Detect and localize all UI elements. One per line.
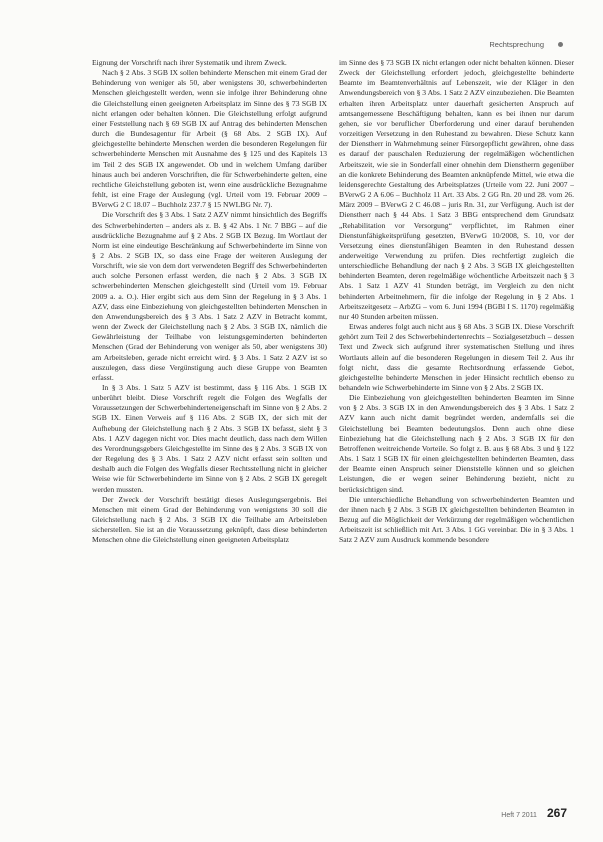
paragraph: Die Einbeziehung von gleichgestellten behinderten Beamten im Sinne von § 2 Abs. 3 SGB IX in den Anwendungsbereich des § 3 Abs. 1 Satz 2 AZV kann auch nicht damit begründet werden, andernfalls sei die Gleichstellung bei Beamten bedeutungslos. Denn auch ohne diese Einbeziehung hat die Gleichstellung nach § 2 Abs. 3 SGB IX für den Betroffenen weitreichende Vorteile. So folgt z. B. aus § 68 Abs. 3 und § 122 Abs. 1 Satz 1 SGB IX für einen gleichgestellten behinderten Beamten, dass der Beamte einen Anspruch seiner Dienststelle können und so gleichen Leistungen, die er wegen seiner Behinderung bezieht, nicht zu berücksichtigen sind.: [339, 393, 574, 494]
paragraph: im Sinne des § 73 SGB IX nicht erlangen oder nicht behalten können. Dieser Zweck der Gleichstellung erfordert jedoch, gleichgestellte behinderte Beamte im Beamtenverhältnis auf Lebenszeit, wie der Kläger in den Anwendungsbereich von § 3 Abs. 1 Satz 2 AZV einzubeziehen. Die Beamten erhalten ihren Arbeitsplatz unter dauerhaft gesicherten Anspruch auf amtsangemessene Beschäftigung behalten, kann es bei ihnen nur darum gehen, sie vor beruflicher Überforderung und einer darauf beruhenden vorzeitigen Versetzung in den Ruhestand zu bewahren. Diese Schutz kann der Dienstherr in Wahrnehmung seiner Fürsorgepflicht gewähren, ohne dass es darauf der pauschalen Reduzierung der regelmäßigen wöchentlichen Arbeitszeit, wie sie in Sonderfall einer ohnehin dem Dienstherrn gegenüber an die konkrete Behinderung des Beamten anknüpfende Mittel, wie etwa die leidensgerechte Gestaltung des Arbeitsplatzes (Urteile vom 22. Juni 2007 – BVerwG 2 A 6.06 – Buchholz 11 Art. 33 Abs. 2 GG Rn. 20 und 28. vom 26. März 2009 – BVerwG 2 C 46.08 – juris Rn. 31, zur Verfügung. Auch ist der Dienstherr nach § 44 Abs. 1 Satz 3 BBG entsprechend dem Grundsatz „Rehabilitation vor Versorgung“ verpflichtet, im Rahmen einer Dienstunfähigkeitsprüfung gesetzten, BVerwG 10/2008, S. 10, vor der Versetzung eines dienstunfähigen Beamten in den Ruhestand dessen anderweitige Verwendung zu prüfen. Dies rechtfertigt zugleich die unterschiedliche Behandlung der nach § 2 Abs. 3 SGB IX gleichgestellten behinderten Beamten, deren regelmäßige wöchentliche Arbeitszeit nach § 3 Abs. 1 Satz 1 AZV 41 Stunden beträgt, im Vergleich zu den nicht behinderten Arbeitnehmern, für die infolge der Regelung in § 2 Abs. 1 Arbeitszeitgesetz – ArbZG – vom 6. Juni 1994 (BGBl I S. 1170) regelmäßig nur 40 Stunden arbeiten müssen.: [339, 58, 574, 321]
bullet-icon: [558, 42, 563, 47]
paragraph: Etwas anderes folgt auch nicht aus § 68 Abs. 3 SGB IX. Diese Vorschrift gehört zum Teil 2 des Schwerbehindertenrechts – Sozialgesetzbuch – dessen Text und Zweck sich aufgrund ihrer systematischen Stellung und ihres Wortlauts allein auf die besonderen Regelungen in diesem Teil 2. Aus ihr folgt nicht, dass die gesamte Rechtsordnung erfassende Gebot, gleichgestellte behinderte Menschen in jeder Hinsicht rechtlich ebenso zu behandeln wie Schwerbehinderte im Sinne von § 2 Abs. 2 SGB IX.: [339, 322, 574, 392]
paragraph: Der Zweck der Vorschrift bestätigt dieses Auslegungsergebnis. Bei Menschen mit einem Grad der Behinderung von wenigstens 30 soll die Gleichstellung nach § 2 Abs. 3 SGB IX die Teilhabe am Arbeitsleben sicherstellen. Sie ist an die Voraussetzung geknüpft, dass diese behinderten Menschen ohne die Gleichstellung einen geeigneten Arbeitsplatz: [92, 494, 327, 545]
text-columns: [92, 58, 574, 804]
issue-label: Heft 7 2011: [501, 812, 537, 819]
page-number: 267: [546, 806, 567, 820]
left-column: [92, 58, 327, 804]
page-footer: [501, 806, 567, 820]
section-title: Rechtsprechung: [489, 40, 544, 49]
paragraph: Nach § 2 Abs. 3 SGB IX sollen behinderte Menschen mit einem Grad der Behinderung von weniger als 50, aber wenigstens 30, schwerbehinderten Menschen gleichgestellt werden, wenn sie infolge ihrer Behinderung ohne die Gleichstellung einen geeigneten Arbeitsplatz im Sinne des § 73 SGB IX nicht erlangen oder behalten können. Die Gleichstellung erfolgt aufgrund einer Feststellung nach § 69 SGB IX auf Antrag des behinderten Menschen durch die Bundesagentur für Arbeit (§ 68 Abs. 2 SGB IX). Auf gleichgestellte behinderte Menschen werden die besonderen Regelungen für schwerbehinderte Menschen mit Ausnahme des § 125 und des Kapitels 13 im Teil 2 des SGB IX angewendet. Ob und in welchem Umfang darüber hinaus auch bei anderen Vorschriften, die für Schwerbehinderte gelten, eine rechtliche Gleichstellung geboten ist, wenn eine ausdrückliche Bezugnahme fehlt, ist eine Frage der Auslegung (vgl. Urteil vom 19. Februar 2009 – BVerwG 2 C 18.07 – Buchholz 237.7 § 15 NWLBG Nr. 7).: [92, 68, 327, 210]
paragraph: Die unterschiedliche Behandlung von schwerbehinderten Beamten und der ihnen nach § 2 Abs. 3 SGB IX gleichgestellten behinderten Beamten in Bezug auf die Möglichkeit der Verkürzung der regelmäßigen wöchentlichen Arbeitszeit ist schließlich mit Art. 3 Abs. 1 GG vereinbar. Die in § 3 Abs. 1 Satz 2 AZV zum Ausdruck kommende besondere: [339, 494, 574, 545]
paragraph: Eignung der Vorschrift nach ihrer Systematik und ihrem Zweck.: [92, 58, 287, 67]
right-column: [339, 58, 574, 804]
paragraph: Die Vorschrift des § 3 Abs. 1 Satz 2 AZV nimmt hinsichtlich des Begriffs des Schwerbehinderten – anders als z. B. § 42 Abs. 1 Nr. 7 BBG – auf die ausdrückliche Bezugnahme auf § 2 Abs. 2 SGB IX Bezug. Im Wortlaut der Norm ist eine eindeutige Beschränkung auf Schwerbehinderte im Sinne von § 2 Abs. 2 SGB IX, so dass eine Frage der weiteren Auslegung der Vorschrift, wie sie von dem dort verwendeten Begriff des Schwerbehinderten auch solche Personen erfasst werden, die nach § 2 Abs. 3 SGB IX schwerbehinderten Menschen gleichgestellt sind (Urteil vom 19. Februar 2009 a. a. O.). Hier ergibt sich aus dem Sinn der Regelung in § 3 Abs. 1 AZV, dass eine Einbeziehung von gleichgestellten behinderten Menschen in den Anwendungsbereich des § 3 Abs. 1 Satz 2 AZV in Betracht kommt, wenn der Zweck der Gleichstellung nach § 2 Abs. 3 SGB IX, nämlich die Gewährleistung der Teilhabe von leistungsgeminderten behinderten Menschen (Grad der Behinderung von weniger als 50, aber wenigstens 30) am Arbeitsleben, gerade nicht erreicht wird. § 3 Abs. 1 Satz 2 AZV ist so auszulegen, dass diese Vergünstigung auch diese Gruppe von Beamten erfasst.: [92, 210, 327, 382]
paragraph: In § 3 Abs. 1 Satz 5 AZV ist bestimmt, dass § 116 Abs. 1 SGB IX unberührt bleibt. Diese Vorschrift regelt die Folgen des Wegfalls der Voraussetzungen der Schwerbehinderteneigenschaft im Sinne von § 2 Abs. 2 SGB IX. Einen Verweis auf § 116 Abs. 2 SGB IX, der sich mit der Aufhebung der Gleichstellung nach § 2 Abs. 3 SGB IX befasst, sieht § 3 Abs. 1 AZV dagegen nicht vor. Dies macht deutlich, dass nach dem Willen des Verordnungsgebers Gleichgestellte im Sinne des § 2 Abs. 3 SGB IX von der Regelung des § 3 Abs. 1 Satz 2 AZV nicht erfasst sein sollten und deshalb auch die Folgen des Wegfalls dieser Rechtsstellung nicht in gleicher Weise wie für Schwerbehinderte im Sinne von § 2 Abs. 2 SGB IX geregelt werden mussten.: [92, 383, 327, 494]
running-head: [489, 40, 563, 49]
